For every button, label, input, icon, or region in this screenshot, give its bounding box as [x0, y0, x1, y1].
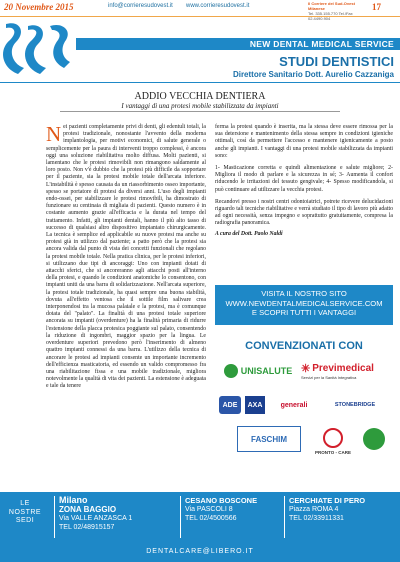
- paragraph-text: ei pazienti completamente privi di denti, gli edentuli totali, la protesi tradizionale, nonostante l'avvento della moderna implantologia, per motivi economici, di salute generale o semplicemente per la paura di interventi troppo complessi, è ancora oggi una soluzione riabilitativa molto diffusa. Molti pazienti, si lamentano che le protesi rimovibili non rimangono saldamente al loro posto. Non v'è dubbio che la protesi più difficile da sopportare per il paziente, sia la protesi mobile totale dell'arcata inferiore. L'instabilità è spesso causata da un riassorbimento osseo importante, spesso se portatore di protesi da diversi anni. L'uso degli impianti endo-ossei, per stabilizzare le protesi rimovibili, ha dimostrato di funzionare su centinaia di migliaia di pazienti. Questo numero è in costante aumento grazie all'efficacia e la durata nel tempo del trattamento. Infatti, gli impianti dentali, hanno il più alto tasso di successo di qualsiasi altro dispositivo impiantato chirurgicamente. La tecnica è semplice ed applicabile su nuove protesi ma anche su protesi già in utilizzo dal paziente; a patto però che la protesi sia ancora valida dal punto di vista dei concetti funzionali che regolano la protesi mobile totale. Nella pratica clinica, per le protesi inferiori, si utilizzano due tipi di ancoraggi: Uno con impianti dotati di attacchi sferici, che si ancoreranno agli attacchi posti all'interno della protesi, e quando le condizioni anatomiche lo consentono, con impianti uniti da una barra di solidarizzazione. Nell'arcata superiore, la protesi totale tradizionale, ha quasi sempre una buona stabilità, dovuta all'effetto ventosa che il sottile film salivare crea interponendosi tra la mucosa palatale e la protesi, ma è comunque dotata del "palato". La finalità di una protesi totale superiore ancorata su impianti (overdenture) ha la finalità primaria di ridurre l'estensione della placca protesica poggiante sul palato, consentendo la riduzione di ingombri, maggior spazio per la lingua. Le overdenture superiori prevedono però l'inserimento di almeno quattro impianti connessi da una barra. L'utilizzo della tecnica di ancorare le protesi ad impianti consente un importante incremento dell'efficienza masticatoria, ed essendo un valido compromesso fra una riabilitazione fissa e una mobile tradizionale, migliora notevolmente la qualità di vita dei pazienti. La estensione è adeguata e tale da tenere: [46, 124, 206, 390]
- location-address: Via PASCOLI 8: [185, 506, 233, 513]
- footer-our-locations: [4, 500, 46, 526]
- footer-sedi: SEDI: [15, 517, 35, 524]
- location-cerchiate-di-pero: [284, 496, 396, 538]
- footer-email[interactable]: DENTALCARE@LIBERO.IT: [146, 548, 254, 555]
- location-city: CERCHIATE DI PERO: [289, 496, 366, 505]
- previmedical-tagline: Servizi per la Sanità Integrativa: [301, 375, 357, 380]
- axa-logo: [245, 396, 265, 414]
- visit-line-1: VISITA IL NOSTRO SITO: [261, 289, 347, 298]
- generali-name: generali: [280, 401, 308, 409]
- blue-rule: [0, 82, 400, 83]
- article-paragraph: 1- Masticazione corretta e quindi alimentazione e salute migliore; 2- Migliora il modo di parlare e la sicurezza in sé; 3- Aumenta il confort riducendo le irritazioni del tessuto gengivale; 4- Spesso modificandola, si può continuare ad utilizzare la vecchia protesi.: [215, 165, 393, 193]
- stonebridge-name: STONEBRIDGE: [334, 402, 376, 408]
- city-name: Milano: [59, 495, 88, 505]
- article-headline: ADDIO VECCHIA DENTIERA: [134, 91, 266, 102]
- footer: [0, 492, 400, 562]
- unisalute-logo: [219, 360, 297, 382]
- location-address: Piazza ROMA 4: [289, 506, 339, 513]
- previmedical-row: [301, 362, 374, 375]
- article-subtitle: I vantaggi di una protesi mobile stabilizzata da impianti: [121, 102, 279, 110]
- masthead-tel: Tel. 335.155.770: [308, 11, 338, 16]
- previmedical-star-icon: ✳: [301, 363, 311, 375]
- section-title: STUDI DENTISTICI: [279, 54, 394, 69]
- faschim-logo: [237, 426, 301, 452]
- unisalute-icon: [224, 364, 238, 378]
- footer-nostre: NOSTRE: [8, 508, 42, 516]
- visit-url[interactable]: WWW.NEWDENTALMEDICALSERVICE.COM: [225, 298, 383, 308]
- location-phone[interactable]: TEL 02/33911331: [289, 515, 344, 522]
- masthead: [308, 1, 368, 21]
- location-cesano-boscone: [180, 496, 280, 538]
- location-city: [59, 496, 176, 505]
- partner-logos: [215, 356, 393, 466]
- location-address: Via VALLE ANZASCA 1: [59, 515, 133, 522]
- page-number: 17: [372, 2, 381, 12]
- partners-title: CONVENZIONATI CON: [245, 340, 363, 352]
- pronto-care-logo: [311, 426, 355, 456]
- location-milano: [54, 496, 176, 538]
- previmedical-name: Previmedical: [312, 363, 374, 374]
- article-paragraph: ferma la protesi quando è inserita, ma la stessa deve essere rimossa per la sua detersione e mantenimento della stessa sempre in condizioni igieniche ottimali, così da permettere l'accesso e mantenere igienicamente a posto anche gli impianti. I vantaggi di una protesi mobile stabilizzata da impianti sono:: [215, 124, 393, 159]
- masthead-title: Il Corriere del Sud-Ovest Milanese: [308, 1, 355, 11]
- subtitle-divider: [60, 111, 340, 112]
- article-author: A cura del Dott. Paolo Naldi: [215, 230, 283, 237]
- issue-date: 20 Novembre 2015: [4, 2, 74, 12]
- generali-logo: [269, 398, 319, 412]
- director-line: Direttore Sanitario Dott. Aurelio Cazzaniga: [232, 70, 394, 79]
- header-website[interactable]: www.corrieresudovest.it: [186, 3, 250, 9]
- faschim-name: FASCHIM: [251, 434, 287, 444]
- section-banner: NEW DENTAL MEDICAL SERVICE: [76, 38, 400, 50]
- drop-cap: N: [46, 122, 62, 146]
- visit-line-3: E SCOPRI TUTTI I VANTAGGI: [251, 308, 357, 317]
- top-bar: [0, 0, 400, 21]
- article-paragraph: Recandovi presso i nostri centri odontoiatrici, potrete ricevere delucidazioni riguardo tali tecniche riabilitative e verrà studiato il tipo di lavoro più adatto ad ogni necessità, senza impegno e soprattutto gratuitamente, compresa la radiografia panoramica.: [215, 198, 393, 227]
- clinic-logo: [0, 18, 80, 80]
- axa-name: AXA: [247, 401, 263, 409]
- partner-seal-logo: [363, 428, 385, 450]
- location-phone[interactable]: TEL 02/4500566: [185, 515, 237, 522]
- location-zone: ZONA BAGGIO: [59, 505, 117, 514]
- header-email[interactable]: info@corrieresudovest.it: [108, 3, 173, 9]
- location-phone[interactable]: TEL 02/48915157: [59, 524, 115, 531]
- pronto-care-name: PRONTO - CARE: [315, 449, 351, 455]
- unisalute-name: UNISALUTE: [240, 366, 293, 376]
- article-column-right: [215, 124, 393, 239]
- ade-logo: ADE: [219, 396, 241, 414]
- stonebridge-logo: [321, 398, 389, 412]
- footer-le: LE: [20, 500, 30, 507]
- article-paragraph: [46, 124, 206, 391]
- website-callout[interactable]: [215, 285, 393, 325]
- masthead-fax: Tel./Fax 02.4490.904: [308, 11, 353, 21]
- article-column-left: [46, 124, 206, 392]
- previmedical-logo: [301, 358, 391, 384]
- location-city: CESANO BOSCONE: [185, 496, 258, 505]
- pronto-care-icon: [323, 428, 343, 448]
